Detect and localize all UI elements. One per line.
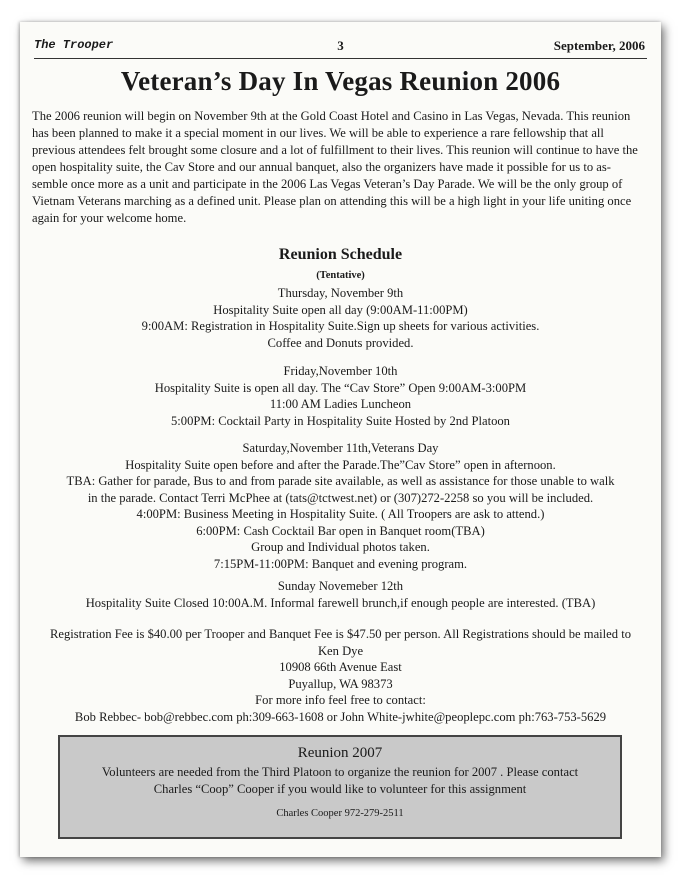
registration-line: 10908 66th Avenue East [279,660,402,674]
schedule-line: Hospitality Suite Closed 10:00A.M. Informal farewell brunch,if enough people are interested. (TBA) [85,595,596,610]
schedule-line: 6:00PM: Cash Cocktail Bar open in Banquet room(TBA) [196,523,485,538]
schedule-line: Thursday, November 9th [277,286,404,300]
box-body-line: Volunteers are needed from the Third Platoon to organize the reunion for 2007 . Please contact [101,765,579,779]
registration-line: Registration Fee is $40.00 per Trooper and Banquet Fee is $47.50 per person. All Registrations should be mailed to [50,627,631,641]
registration-line: For more info feel free to contact: [255,693,426,707]
schedule-day-sunday [20,578,661,611]
registration-line: Puyallup, WA 98373 [288,676,393,691]
schedule-line: TBA: Gather for parade, Bus to and from parade site available, as well as assistance for those unable to walk [66,474,615,488]
article-title: Veteran’s Day In Vegas Reunion 2006 [120,66,561,96]
schedule-day-saturday [20,440,661,572]
schedule-day-friday [20,363,661,429]
schedule-line: Hospitality Suite is open all day. The “Cav Store” Open 9:00AM-3:00PM [154,380,527,395]
page-header [34,36,647,59]
box-body-line: Charles “Coop” Cooper if you would like to volunteer for this assignment [153,782,527,796]
schedule-title: Reunion Schedule [278,246,403,263]
registration-line: Ken Dye [317,643,364,658]
schedule-line: Coffee and Donuts provided. [267,335,414,350]
intro-line: has been planned to make it a special moment in our lives. We will be able to experience a rare fellowship that all [32,126,604,140]
schedule-line: Group and Individual photos taken. [251,540,430,554]
box-body [60,764,620,798]
intro-line: previous attendees felt brought some closure and a lot of fulfillment to their lives. This reunion will continue to have the [32,143,638,157]
schedule-line: Friday,November 10th [283,364,398,378]
schedule-subtitle: (Tentative) [316,270,365,281]
newsletter-page [20,22,661,857]
schedule-line: 9:00AM: Registration in Hospitality Suite.Sign up sheets for various activities. [141,319,540,333]
schedule-line: 5:00PM: Cocktail Party in Hospitality Suite Hosted by 2nd Platoon [171,413,510,428]
page-number: 3 [337,38,344,53]
intro-line: The 2006 reunion will begin on November 9th at the Gold Coast Hotel and Casino in Las Vegas, Nevada. This reunion [32,109,631,123]
schedule-line: Hospitality Suite open all day (9:00AM-11:00PM) [213,302,468,317]
intro-line: open hospitality suite, the Cav Store and our annual banquet, also the organizers have made it possible for us to as- [32,160,611,174]
schedule-line: 7:15PM-11:00PM: Banquet and evening program. [213,556,468,571]
schedule-line: Sunday Novemeber 12th [277,579,404,593]
schedule-line: Hospitality Suite open before and after the Parade.The”Cav Store” open in afternoon. [125,457,556,472]
reunion-2007-box [58,735,622,839]
box-contact: Charles Cooper 972-279-2511 [276,808,404,819]
schedule-day-thursday [20,285,661,351]
box-title: Reunion 2007 [297,745,383,761]
intro-line: Vietnam Veterans marching as a defined unit. Please plan on attending this will be a high light in your life uniting once [32,194,632,208]
issue-date: September, 2006 [553,38,645,53]
registration-info [20,626,661,725]
intro-line: semble once more as a unit and participate in the 2006 Las Vegas Veteran’s Day Parade. We will be the only group of [32,177,623,191]
intro-line: again for your welcome home. [32,211,187,225]
schedule-line: Saturday,November 11th,Veterans Day [242,441,439,455]
publication-name: The Trooper [34,38,114,52]
registration-line: Bob Rebbec- bob@rebbec.com ph:309-663-1608 or John White-jwhite@peoplepc.com ph:763-753-5629 [74,709,607,724]
schedule-line: 11:00 AM Ladies Luncheon [269,397,412,411]
intro-paragraph [32,108,647,227]
schedule-line: in the parade. Contact Terri McPhee at (tats@tctwest.net) or (307)272-2258 so you will be included. [87,490,594,505]
schedule-line: 4:00PM: Business Meeting in Hospitality Suite. ( All Troopers are ask to attend.) [136,507,545,521]
